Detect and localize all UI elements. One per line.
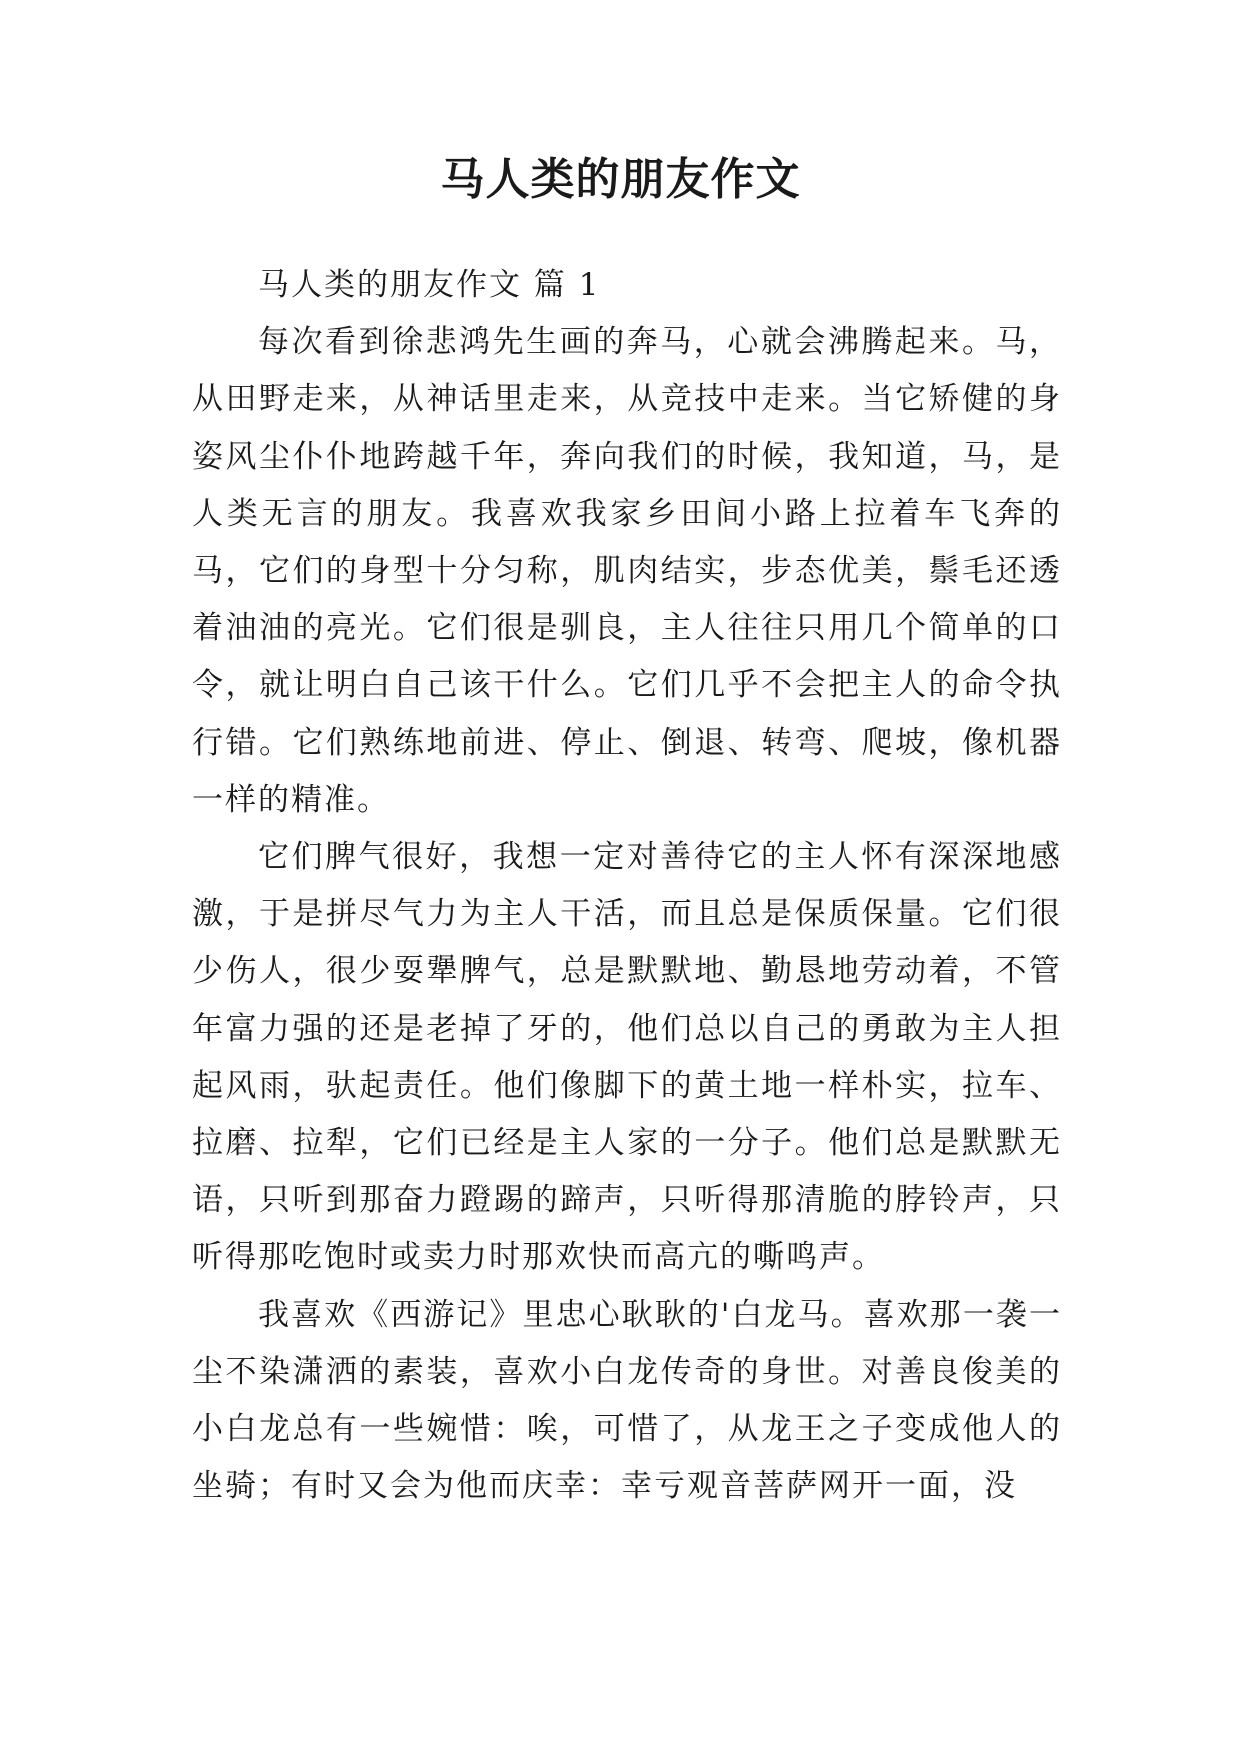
essay-subtitle: 马人类的朋友作文 篇 1 — [258, 267, 601, 303]
paragraph-3: 我喜欢《西游记》里忠心耿耿的'白龙马。喜欢那一袭一尘不染潇洒的素装，喜欢小白龙传奇的身世。对善良俊美的小白龙总有一些婉惜：唉，可惜了，从龙王之子变成他人的坐骑；有时又会为他而庆幸：幸亏观音菩萨网开一面，没 — [192, 1296, 1062, 1505]
paragraph-1: 每次看到徐悲鸿先生画的奔马，心就会沸腾起来。马，从田野走来，从神话里走来，从竞技中走来。当它矫健的身姿风尘仆仆地跨越千年，奔向我们的时候，我知道，马，是人类无言的朋友。我喜欢我家乡田间小路上拉着车飞奔的马，它们的身型十分匀称，肌肉结实，步态优美，鬃毛还透着油油的亮光。它们很是驯良，主人往往只用几个简单的口令，就让明白自己该干什么。它们几乎不会把主人的命令执行错。它们熟练地前进、停止、倒退、转弯、爬坡，像机器一样的精准。 — [192, 324, 1062, 818]
document-body — [192, 257, 1062, 1515]
document-title: 马人类的朋友作文 — [440, 154, 801, 205]
paragraph-2: 它们脾气很好，我想一定对善待它的主人怀有深深地感激，于是拼尽气力为主人干活，而且总是保质保量。它们很少伤人，很少耍犟脾气，总是默默地、勤恳地劳动着，不管年富力强的还是老掉了牙的，他们总以自己的勇敢为主人担起风雨，驮起责任。他们像脚下的黄土地一样朴实，拉车、拉磨、拉犁，它们已经是主人家的一分子。他们总是默默无语，只听到那奋力蹬踢的蹄声，只听得那清脆的脖铃声，只听得那吃饱时或卖力时那欢快而高亢的嘶鸣声。 — [192, 839, 1062, 1276]
